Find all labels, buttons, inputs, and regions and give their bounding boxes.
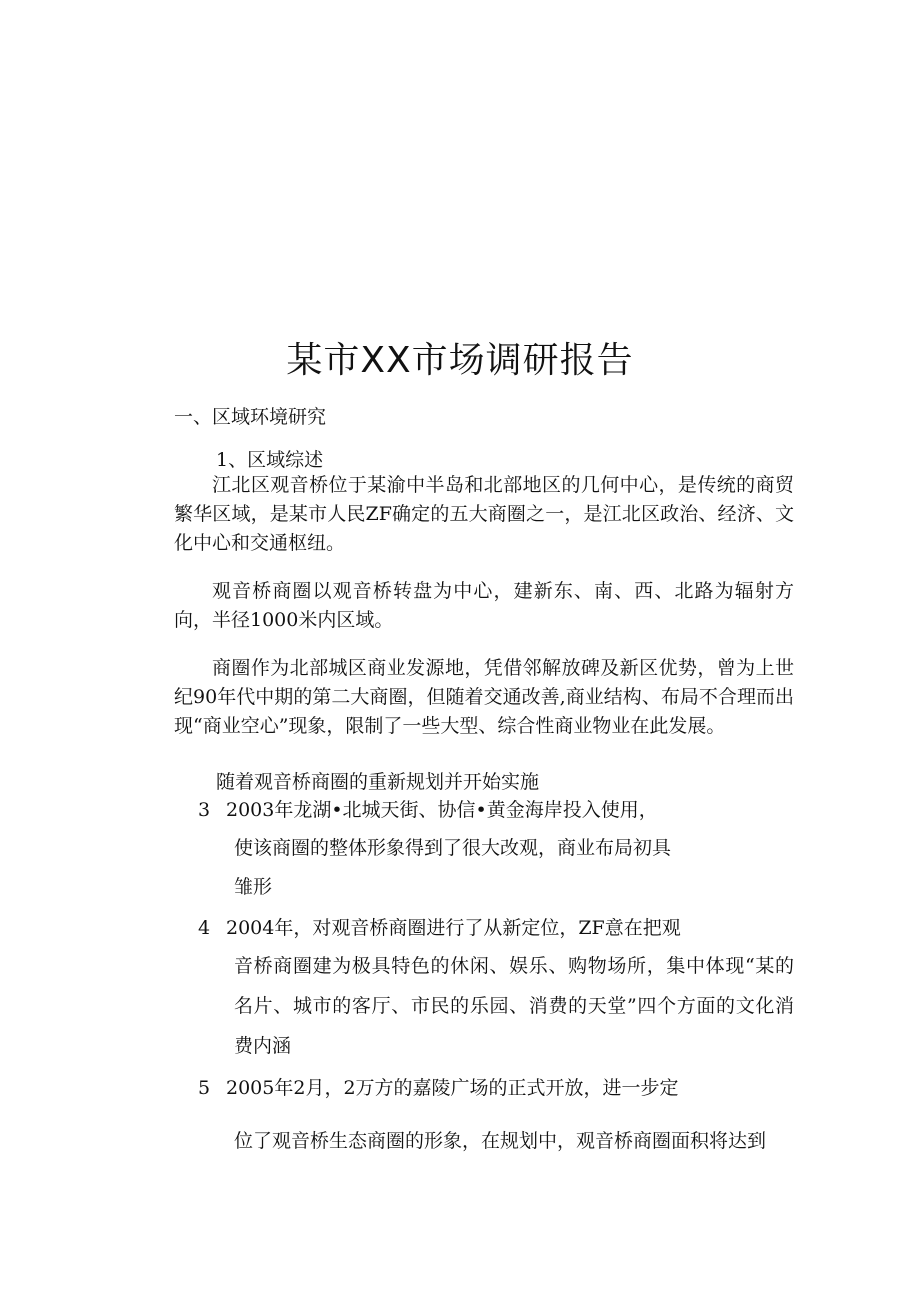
subsection-heading: 1、区域综述 xyxy=(216,449,324,471)
list-item-number: 5 xyxy=(198,1077,211,1099)
document-title: 某市XX市场调研报告 xyxy=(286,340,634,381)
list-item-number: 3 xyxy=(198,799,211,821)
list-item-continuation: 位了观音桥生态商圈的形象，在规划中，观音桥商圈面积将达到 xyxy=(234,1130,767,1152)
list-item-first-line: 2003年龙湖•北城天街、协信•黄金海岸投入使用， xyxy=(226,799,658,821)
paragraph-history: 商圈作为北部城区商业发源地，凭借邻解放碑及新区优势，曾为上世纪90年代中期的第二大商圈，但随着交通改善,商业结构、布局不合理而出现“商业空心”现象，限制了一些大型、综合性商业物业在此发展。 xyxy=(174,657,794,737)
intro-line: 随着观音桥商圈的重新规划并开始实施 xyxy=(216,771,540,793)
list-item-number: 4 xyxy=(198,917,211,939)
list-item-continuation: 使该商圈的整体形象得到了很大改观，商业布局初具 xyxy=(234,837,672,859)
paragraph-overview: 江北区观音桥位于某渝中半岛和北部地区的几何中心，是传统的商贸繁华区域，是某市人民ZF确定的五大商圈之一，是江北区政治、经济、文化中心和交通枢纽。 xyxy=(174,474,794,554)
list-item-first-line: 2004年，对观音桥商圈进行了从新定位，ZF意在把观 xyxy=(226,917,681,939)
section-heading: 一、区域环境研究 xyxy=(174,406,327,428)
list-item-first-line: 2005年2月，2万方的嘉陵广场的正式开放，进一步定 xyxy=(226,1077,679,1099)
list-item-continuation: 音桥商圈建为极具特色的休闲、娱乐、购物场所，集中体现“某的名片、城市的客厅、市民的乐园、消费的天堂”四个方面的文化消费内涵 xyxy=(234,955,794,1057)
paragraph-scope: 观音桥商圈以观音桥转盘为中心，建新东、南、西、北路为辐射方向，半径1000米内区域。 xyxy=(174,580,794,631)
list-item-continuation: 雏形 xyxy=(234,876,273,898)
